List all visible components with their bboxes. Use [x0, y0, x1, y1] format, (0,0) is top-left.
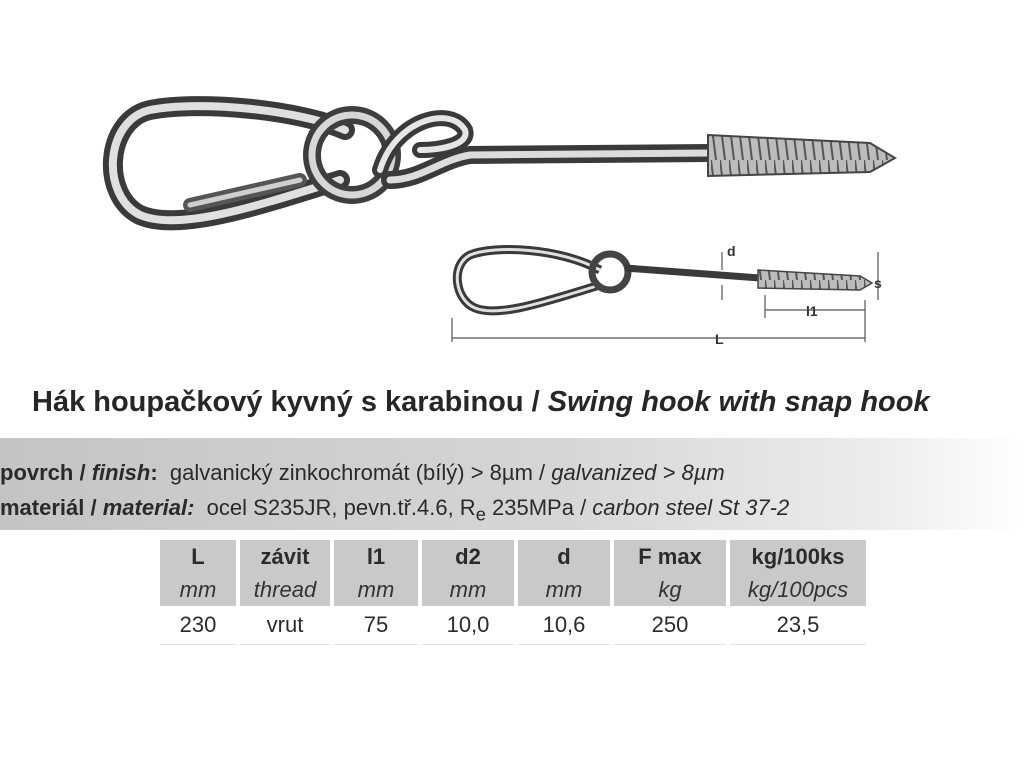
label-cz: materiál /	[0, 495, 103, 520]
col-header: l1	[332, 540, 420, 573]
title-czech: Hák houpačkový kyvný s karabinou /	[32, 386, 548, 418]
col-header: F max	[612, 540, 728, 573]
spec-label	[0, 495, 194, 520]
table-cell: vrut	[238, 606, 332, 645]
label-end: :	[150, 460, 158, 485]
value-cz-post: 235MPa /	[485, 495, 593, 520]
title-english: Swing hook with snap hook	[547, 386, 930, 418]
value-cz: galvanický zinkochromát (bílý) > 8µm /	[169, 460, 552, 485]
table-cell: 10,0	[420, 606, 516, 645]
label-en: finish	[91, 460, 151, 485]
spec-material	[0, 495, 789, 525]
table-cell: 230	[160, 606, 238, 645]
label-en: material:	[102, 495, 195, 520]
col-unit: mm	[332, 573, 420, 606]
spec-value	[170, 460, 725, 485]
col-header: d	[516, 540, 612, 573]
table-row	[160, 606, 866, 645]
label-cz: povrch /	[0, 460, 92, 485]
dim-label-L: L	[715, 331, 724, 347]
col-unit: mm	[160, 573, 238, 606]
col-unit: thread	[238, 573, 332, 606]
table-cell: 10,6	[516, 606, 612, 645]
dim-label-l1: l1	[806, 303, 818, 319]
table-cell: 250	[612, 606, 728, 645]
dimension-table	[160, 540, 866, 645]
table-cell: 23,5	[728, 606, 866, 645]
col-header: d2	[420, 540, 516, 573]
col-header: L	[160, 540, 238, 573]
spec-finish	[0, 460, 725, 486]
spec-label	[0, 460, 158, 485]
spec-value	[206, 495, 790, 525]
product-title	[32, 386, 930, 419]
dim-label-d: d	[727, 243, 736, 259]
col-header: kg/100ks	[728, 540, 866, 573]
snap-hook-photo	[113, 106, 392, 220]
value-cz: ocel S235JR, pevn.tř.4.6, R	[206, 495, 476, 520]
product-illustration	[0, 0, 1024, 370]
eye-screw-photo	[380, 118, 895, 180]
col-unit: kg	[612, 573, 728, 606]
dimension-drawing	[452, 250, 878, 342]
table-units-row	[160, 573, 866, 606]
value-en: galvanized > 8µm	[551, 460, 725, 485]
col-unit: kg/100pcs	[728, 573, 866, 606]
table-cell: 75	[332, 606, 420, 645]
col-header: závit	[238, 540, 332, 573]
value-en: carbon steel St 37-2	[592, 495, 790, 520]
dim-label-s: s	[874, 275, 882, 291]
col-unit: mm	[420, 573, 516, 606]
table-header-row	[160, 540, 866, 573]
col-unit: mm	[516, 573, 612, 606]
value-subscript: e	[475, 503, 486, 525]
